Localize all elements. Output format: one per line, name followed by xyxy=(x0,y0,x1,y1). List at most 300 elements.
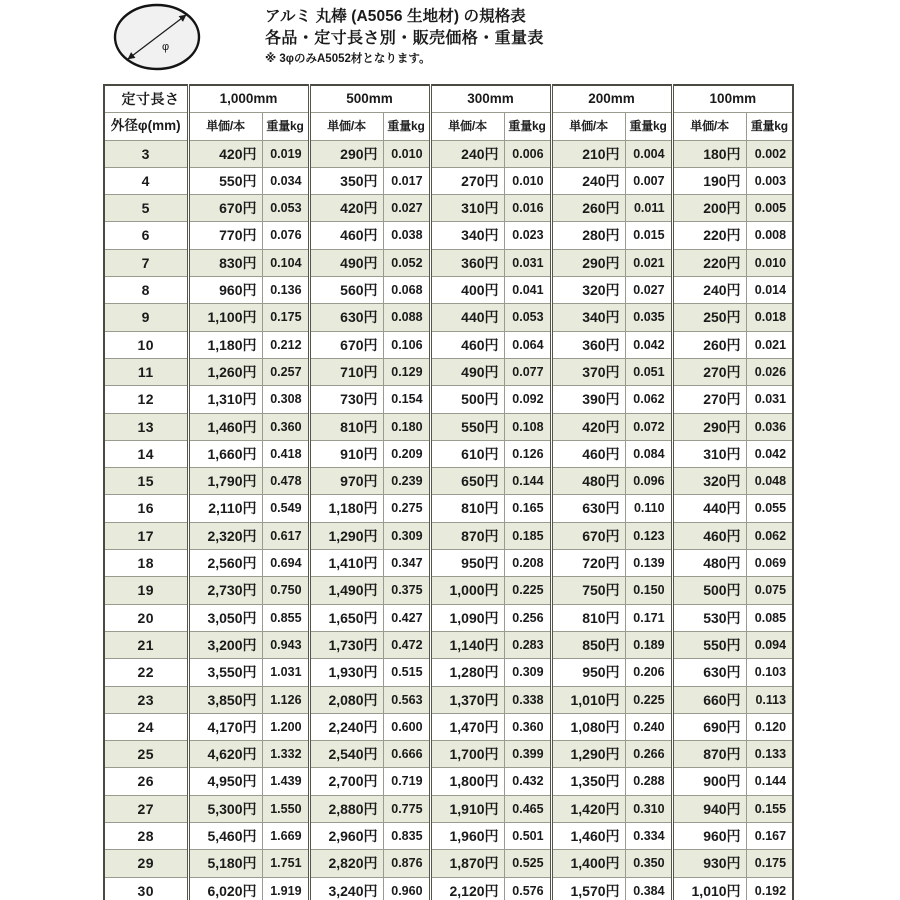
cell-unit-price: 5,180円 xyxy=(188,850,262,877)
cell-unit-price: 560円 xyxy=(309,277,383,304)
header-row-subcolumns xyxy=(104,113,793,140)
cell-weight-kg: 0.150 xyxy=(625,577,672,604)
cell-unit-price: 460円 xyxy=(430,331,504,358)
length-group-header-1: 500mm xyxy=(309,85,430,113)
cell-unit-price: 1,660円 xyxy=(188,440,262,467)
cell-weight-kg: 0.023 xyxy=(504,222,551,249)
cell-unit-price: 1,290円 xyxy=(309,522,383,549)
cell-diameter: 23 xyxy=(104,686,188,713)
cell-weight-kg: 0.052 xyxy=(383,249,430,276)
cell-weight-kg: 0.165 xyxy=(504,495,551,522)
cell-weight-kg: 0.515 xyxy=(383,659,430,686)
table-row xyxy=(104,795,793,822)
cell-diameter: 25 xyxy=(104,741,188,768)
cell-unit-price: 480円 xyxy=(551,468,625,495)
cell-unit-price: 810円 xyxy=(430,495,504,522)
cell-unit-price: 260円 xyxy=(672,331,746,358)
cell-unit-price: 1,420円 xyxy=(551,795,625,822)
title-block xyxy=(265,6,825,69)
cell-unit-price: 220円 xyxy=(672,249,746,276)
cell-diameter: 21 xyxy=(104,631,188,658)
cell-weight-kg: 0.418 xyxy=(262,440,309,467)
cell-unit-price: 910円 xyxy=(309,440,383,467)
cell-weight-kg: 0.002 xyxy=(746,140,793,167)
cell-weight-kg: 0.007 xyxy=(625,167,672,194)
cell-diameter: 20 xyxy=(104,604,188,631)
cell-unit-price: 1,000円 xyxy=(430,577,504,604)
cell-weight-kg: 0.038 xyxy=(383,222,430,249)
table-row xyxy=(104,741,793,768)
cell-weight-kg: 0.775 xyxy=(383,795,430,822)
cell-unit-price: 1,650円 xyxy=(309,604,383,631)
cell-diameter: 29 xyxy=(104,850,188,877)
page-subtitle: 各品・定寸長さ別・販売価格・重量表 xyxy=(265,30,544,47)
cell-diameter: 28 xyxy=(104,823,188,850)
cell-unit-price: 370円 xyxy=(551,358,625,385)
cell-unit-price: 670円 xyxy=(551,522,625,549)
cell-unit-price: 1,870円 xyxy=(430,850,504,877)
cell-unit-price: 2,240円 xyxy=(309,713,383,740)
cell-weight-kg: 0.075 xyxy=(746,577,793,604)
cell-weight-kg: 0.008 xyxy=(746,222,793,249)
cell-weight-kg: 0.694 xyxy=(262,550,309,577)
cell-unit-price: 1,960円 xyxy=(430,823,504,850)
cell-weight-kg: 0.563 xyxy=(383,686,430,713)
circle-diameter-icon xyxy=(95,2,220,72)
cell-unit-price: 3,850円 xyxy=(188,686,262,713)
cell-weight-kg: 0.225 xyxy=(625,686,672,713)
cell-weight-kg: 0.053 xyxy=(504,304,551,331)
cell-unit-price: 650円 xyxy=(430,468,504,495)
cell-weight-kg: 0.943 xyxy=(262,631,309,658)
table-row xyxy=(104,413,793,440)
cell-diameter: 17 xyxy=(104,522,188,549)
cell-unit-price: 480円 xyxy=(672,550,746,577)
cell-unit-price: 340円 xyxy=(551,304,625,331)
table-row xyxy=(104,768,793,795)
cell-unit-price: 340円 xyxy=(430,222,504,249)
cell-weight-kg: 0.208 xyxy=(504,550,551,577)
table-row xyxy=(104,277,793,304)
cell-unit-price: 550円 xyxy=(430,413,504,440)
cell-weight-kg: 0.256 xyxy=(504,604,551,631)
length-group-header-3: 200mm xyxy=(551,85,672,113)
table-row xyxy=(104,195,793,222)
cell-unit-price: 440円 xyxy=(672,495,746,522)
cell-unit-price: 1,370円 xyxy=(430,686,504,713)
cell-weight-kg: 0.019 xyxy=(262,140,309,167)
cell-weight-kg: 1.669 xyxy=(262,823,309,850)
cell-unit-price: 3,200円 xyxy=(188,631,262,658)
cell-weight-kg: 0.014 xyxy=(746,277,793,304)
corner-diameter-label: 外径φ(mm) xyxy=(104,113,188,140)
cell-weight-kg: 0.018 xyxy=(746,304,793,331)
cell-diameter: 9 xyxy=(104,304,188,331)
cell-unit-price: 630円 xyxy=(672,659,746,686)
cell-weight-kg: 0.600 xyxy=(383,713,430,740)
cell-weight-kg: 0.120 xyxy=(746,713,793,740)
table-row xyxy=(104,222,793,249)
cell-diameter: 5 xyxy=(104,195,188,222)
cell-unit-price: 310円 xyxy=(430,195,504,222)
cell-unit-price: 320円 xyxy=(551,277,625,304)
cell-unit-price: 2,320円 xyxy=(188,522,262,549)
cell-weight-kg: 0.110 xyxy=(625,495,672,522)
cell-unit-price: 710円 xyxy=(309,358,383,385)
cell-weight-kg: 0.048 xyxy=(746,468,793,495)
cell-weight-kg: 0.347 xyxy=(383,550,430,577)
cell-weight-kg: 0.171 xyxy=(625,604,672,631)
subheader-price-1: 単価/本 xyxy=(309,113,383,140)
cell-unit-price: 2,540円 xyxy=(309,741,383,768)
cell-weight-kg: 0.042 xyxy=(625,331,672,358)
cell-unit-price: 770円 xyxy=(188,222,262,249)
cell-unit-price: 2,880円 xyxy=(309,795,383,822)
cell-weight-kg: 0.042 xyxy=(746,440,793,467)
document-header xyxy=(0,0,900,78)
cell-unit-price: 1,910円 xyxy=(430,795,504,822)
cell-unit-price: 270円 xyxy=(672,358,746,385)
cell-unit-price: 460円 xyxy=(309,222,383,249)
cell-weight-kg: 0.309 xyxy=(504,659,551,686)
cell-unit-price: 390円 xyxy=(551,386,625,413)
table-row xyxy=(104,631,793,658)
cell-unit-price: 3,050円 xyxy=(188,604,262,631)
cell-unit-price: 250円 xyxy=(672,304,746,331)
cell-diameter: 6 xyxy=(104,222,188,249)
cell-unit-price: 3,240円 xyxy=(309,877,383,900)
cell-weight-kg: 0.006 xyxy=(504,140,551,167)
cell-unit-price: 950円 xyxy=(551,659,625,686)
cell-unit-price: 190円 xyxy=(672,167,746,194)
cell-unit-price: 490円 xyxy=(309,249,383,276)
cell-weight-kg: 0.144 xyxy=(504,468,551,495)
cell-weight-kg: 0.283 xyxy=(504,631,551,658)
cell-weight-kg: 0.085 xyxy=(746,604,793,631)
cell-weight-kg: 0.035 xyxy=(625,304,672,331)
cell-weight-kg: 0.360 xyxy=(504,713,551,740)
table-row xyxy=(104,522,793,549)
cell-diameter: 14 xyxy=(104,440,188,467)
corner-length-label: 定寸長さ xyxy=(104,85,188,113)
cell-weight-kg: 0.167 xyxy=(746,823,793,850)
cell-unit-price: 440円 xyxy=(430,304,504,331)
cell-weight-kg: 0.275 xyxy=(383,495,430,522)
cell-unit-price: 1,460円 xyxy=(188,413,262,440)
cell-weight-kg: 0.240 xyxy=(625,713,672,740)
cell-unit-price: 350円 xyxy=(309,167,383,194)
cell-weight-kg: 0.666 xyxy=(383,741,430,768)
cell-unit-price: 1,010円 xyxy=(672,877,746,900)
cell-unit-price: 240円 xyxy=(551,167,625,194)
cell-diameter: 11 xyxy=(104,358,188,385)
table-row xyxy=(104,249,793,276)
cell-weight-kg: 0.144 xyxy=(746,768,793,795)
cell-weight-kg: 0.027 xyxy=(625,277,672,304)
cell-weight-kg: 0.031 xyxy=(746,386,793,413)
cell-unit-price: 1,400円 xyxy=(551,850,625,877)
cell-weight-kg: 0.288 xyxy=(625,768,672,795)
cell-weight-kg: 0.375 xyxy=(383,577,430,604)
cell-weight-kg: 0.021 xyxy=(746,331,793,358)
cell-unit-price: 940円 xyxy=(672,795,746,822)
cell-weight-kg: 0.055 xyxy=(746,495,793,522)
table-row xyxy=(104,604,793,631)
cell-unit-price: 4,950円 xyxy=(188,768,262,795)
table-row xyxy=(104,304,793,331)
cell-unit-price: 1,080円 xyxy=(551,713,625,740)
cell-weight-kg: 0.180 xyxy=(383,413,430,440)
cell-weight-kg: 0.017 xyxy=(383,167,430,194)
cell-weight-kg: 0.103 xyxy=(746,659,793,686)
cell-diameter: 3 xyxy=(104,140,188,167)
cell-weight-kg: 0.062 xyxy=(746,522,793,549)
cell-weight-kg: 0.960 xyxy=(383,877,430,900)
cell-weight-kg: 0.113 xyxy=(746,686,793,713)
subheader-weight-2: 重量kg xyxy=(504,113,551,140)
cell-unit-price: 1,140円 xyxy=(430,631,504,658)
cell-weight-kg: 0.225 xyxy=(504,577,551,604)
cell-weight-kg: 0.549 xyxy=(262,495,309,522)
cell-unit-price: 550円 xyxy=(188,167,262,194)
cell-weight-kg: 1.751 xyxy=(262,850,309,877)
cell-unit-price: 500円 xyxy=(672,577,746,604)
cell-weight-kg: 0.360 xyxy=(262,413,309,440)
cell-weight-kg: 0.617 xyxy=(262,522,309,549)
cell-unit-price: 950円 xyxy=(430,550,504,577)
cell-unit-price: 830円 xyxy=(188,249,262,276)
page-title: アルミ 丸棒 (A5056 生地材) の規格表 xyxy=(265,8,526,25)
cell-weight-kg: 0.750 xyxy=(262,577,309,604)
cell-unit-price: 1,280円 xyxy=(430,659,504,686)
cell-weight-kg: 0.308 xyxy=(262,386,309,413)
table-row xyxy=(104,440,793,467)
table-row xyxy=(104,495,793,522)
cell-unit-price: 500円 xyxy=(430,386,504,413)
table-row xyxy=(104,823,793,850)
subheader-weight-3: 重量kg xyxy=(625,113,672,140)
cell-unit-price: 960円 xyxy=(188,277,262,304)
table-body xyxy=(104,140,793,900)
cell-unit-price: 2,730円 xyxy=(188,577,262,604)
cell-weight-kg: 0.399 xyxy=(504,741,551,768)
cell-weight-kg: 0.835 xyxy=(383,823,430,850)
cell-unit-price: 3,550円 xyxy=(188,659,262,686)
subheader-weight-0: 重量kg xyxy=(262,113,309,140)
cell-weight-kg: 0.011 xyxy=(625,195,672,222)
subheader-weight-1: 重量kg xyxy=(383,113,430,140)
cell-weight-kg: 1.550 xyxy=(262,795,309,822)
cell-unit-price: 2,120円 xyxy=(430,877,504,900)
cell-unit-price: 670円 xyxy=(309,331,383,358)
cell-weight-kg: 0.266 xyxy=(625,741,672,768)
spec-table xyxy=(103,84,794,900)
cell-unit-price: 1,180円 xyxy=(188,331,262,358)
cell-weight-kg: 0.094 xyxy=(746,631,793,658)
cell-unit-price: 530円 xyxy=(672,604,746,631)
cell-weight-kg: 0.334 xyxy=(625,823,672,850)
length-group-header-0: 1,000mm xyxy=(188,85,309,113)
cell-weight-kg: 0.257 xyxy=(262,358,309,385)
subheader-weight-4: 重量kg xyxy=(746,113,793,140)
cell-weight-kg: 0.088 xyxy=(383,304,430,331)
cell-unit-price: 850円 xyxy=(551,631,625,658)
cell-weight-kg: 0.206 xyxy=(625,659,672,686)
cell-diameter: 27 xyxy=(104,795,188,822)
cell-weight-kg: 0.175 xyxy=(262,304,309,331)
cell-weight-kg: 0.064 xyxy=(504,331,551,358)
cell-weight-kg: 0.310 xyxy=(625,795,672,822)
cell-unit-price: 2,960円 xyxy=(309,823,383,850)
cell-weight-kg: 0.350 xyxy=(625,850,672,877)
table-row xyxy=(104,577,793,604)
cell-weight-kg: 0.031 xyxy=(504,249,551,276)
cell-unit-price: 310円 xyxy=(672,440,746,467)
cell-unit-price: 240円 xyxy=(430,140,504,167)
cell-weight-kg: 0.139 xyxy=(625,550,672,577)
cell-unit-price: 240円 xyxy=(672,277,746,304)
cell-weight-kg: 0.212 xyxy=(262,331,309,358)
table-row xyxy=(104,358,793,385)
cell-weight-kg: 0.133 xyxy=(746,741,793,768)
subheader-price-4: 単価/本 xyxy=(672,113,746,140)
cell-unit-price: 970円 xyxy=(309,468,383,495)
cell-weight-kg: 0.478 xyxy=(262,468,309,495)
table-row xyxy=(104,877,793,900)
cell-unit-price: 260円 xyxy=(551,195,625,222)
cell-weight-kg: 0.036 xyxy=(746,413,793,440)
cell-weight-kg: 0.155 xyxy=(746,795,793,822)
cell-unit-price: 630円 xyxy=(309,304,383,331)
cell-unit-price: 290円 xyxy=(309,140,383,167)
cell-weight-kg: 1.200 xyxy=(262,713,309,740)
cell-weight-kg: 0.021 xyxy=(625,249,672,276)
cell-unit-price: 320円 xyxy=(672,468,746,495)
cell-unit-price: 610円 xyxy=(430,440,504,467)
cell-weight-kg: 0.104 xyxy=(262,249,309,276)
cell-unit-price: 870円 xyxy=(430,522,504,549)
table-head xyxy=(104,85,793,140)
cell-weight-kg: 0.062 xyxy=(625,386,672,413)
cell-unit-price: 1,730円 xyxy=(309,631,383,658)
length-group-header-4: 100mm xyxy=(672,85,793,113)
cell-diameter: 26 xyxy=(104,768,188,795)
cell-diameter: 7 xyxy=(104,249,188,276)
cell-unit-price: 290円 xyxy=(551,249,625,276)
cell-diameter: 12 xyxy=(104,386,188,413)
cell-unit-price: 810円 xyxy=(309,413,383,440)
cell-weight-kg: 0.108 xyxy=(504,413,551,440)
cell-weight-kg: 0.209 xyxy=(383,440,430,467)
cell-weight-kg: 0.175 xyxy=(746,850,793,877)
cell-unit-price: 4,620円 xyxy=(188,741,262,768)
table-row xyxy=(104,686,793,713)
table-row xyxy=(104,850,793,877)
cell-unit-price: 550円 xyxy=(672,631,746,658)
cell-weight-kg: 0.077 xyxy=(504,358,551,385)
cell-weight-kg: 0.192 xyxy=(746,877,793,900)
cell-weight-kg: 1.031 xyxy=(262,659,309,686)
cell-weight-kg: 0.876 xyxy=(383,850,430,877)
cell-weight-kg: 0.010 xyxy=(746,249,793,276)
cell-unit-price: 220円 xyxy=(672,222,746,249)
cell-unit-price: 810円 xyxy=(551,604,625,631)
cell-weight-kg: 0.384 xyxy=(625,877,672,900)
cell-weight-kg: 1.919 xyxy=(262,877,309,900)
cell-weight-kg: 1.439 xyxy=(262,768,309,795)
cell-unit-price: 1,010円 xyxy=(551,686,625,713)
cell-unit-price: 1,090円 xyxy=(430,604,504,631)
cell-weight-kg: 0.465 xyxy=(504,795,551,822)
cell-unit-price: 180円 xyxy=(672,140,746,167)
cell-weight-kg: 0.016 xyxy=(504,195,551,222)
cell-unit-price: 1,930円 xyxy=(309,659,383,686)
cell-diameter: 15 xyxy=(104,468,188,495)
length-group-header-2: 300mm xyxy=(430,85,551,113)
cell-unit-price: 1,700円 xyxy=(430,741,504,768)
table-row xyxy=(104,659,793,686)
cell-unit-price: 200円 xyxy=(672,195,746,222)
cell-unit-price: 6,020円 xyxy=(188,877,262,900)
cell-diameter: 4 xyxy=(104,167,188,194)
cell-diameter: 13 xyxy=(104,413,188,440)
cell-unit-price: 1,410円 xyxy=(309,550,383,577)
cell-unit-price: 900円 xyxy=(672,768,746,795)
header-row-lengths xyxy=(104,85,793,113)
cell-unit-price: 720円 xyxy=(551,550,625,577)
table-row xyxy=(104,167,793,194)
cell-weight-kg: 0.096 xyxy=(625,468,672,495)
cell-weight-kg: 0.126 xyxy=(504,440,551,467)
cell-unit-price: 1,310円 xyxy=(188,386,262,413)
cell-unit-price: 1,460円 xyxy=(551,823,625,850)
cell-unit-price: 930円 xyxy=(672,850,746,877)
cell-weight-kg: 0.092 xyxy=(504,386,551,413)
cell-weight-kg: 0.034 xyxy=(262,167,309,194)
table-row xyxy=(104,550,793,577)
cell-weight-kg: 0.154 xyxy=(383,386,430,413)
cell-weight-kg: 0.855 xyxy=(262,604,309,631)
cell-unit-price: 460円 xyxy=(551,440,625,467)
cell-unit-price: 290円 xyxy=(672,413,746,440)
table-row xyxy=(104,140,793,167)
cell-weight-kg: 0.026 xyxy=(746,358,793,385)
cell-weight-kg: 1.332 xyxy=(262,741,309,768)
subheader-price-3: 単価/本 xyxy=(551,113,625,140)
cell-unit-price: 280円 xyxy=(551,222,625,249)
cell-unit-price: 730円 xyxy=(309,386,383,413)
cell-weight-kg: 0.076 xyxy=(262,222,309,249)
table-row xyxy=(104,386,793,413)
cell-unit-price: 630円 xyxy=(551,495,625,522)
cell-weight-kg: 0.068 xyxy=(383,277,430,304)
cell-unit-price: 5,460円 xyxy=(188,823,262,850)
cell-unit-price: 2,080円 xyxy=(309,686,383,713)
cell-unit-price: 1,800円 xyxy=(430,768,504,795)
cell-unit-price: 1,290円 xyxy=(551,741,625,768)
cell-unit-price: 360円 xyxy=(551,331,625,358)
material-note: ※ 3φのみA5052材となります。 xyxy=(265,53,431,65)
cell-diameter: 24 xyxy=(104,713,188,740)
cell-weight-kg: 0.432 xyxy=(504,768,551,795)
cell-weight-kg: 0.129 xyxy=(383,358,430,385)
cell-weight-kg: 0.123 xyxy=(625,522,672,549)
cell-weight-kg: 0.051 xyxy=(625,358,672,385)
cell-unit-price: 490円 xyxy=(430,358,504,385)
cell-weight-kg: 0.069 xyxy=(746,550,793,577)
cell-weight-kg: 0.576 xyxy=(504,877,551,900)
cell-weight-kg: 0.041 xyxy=(504,277,551,304)
